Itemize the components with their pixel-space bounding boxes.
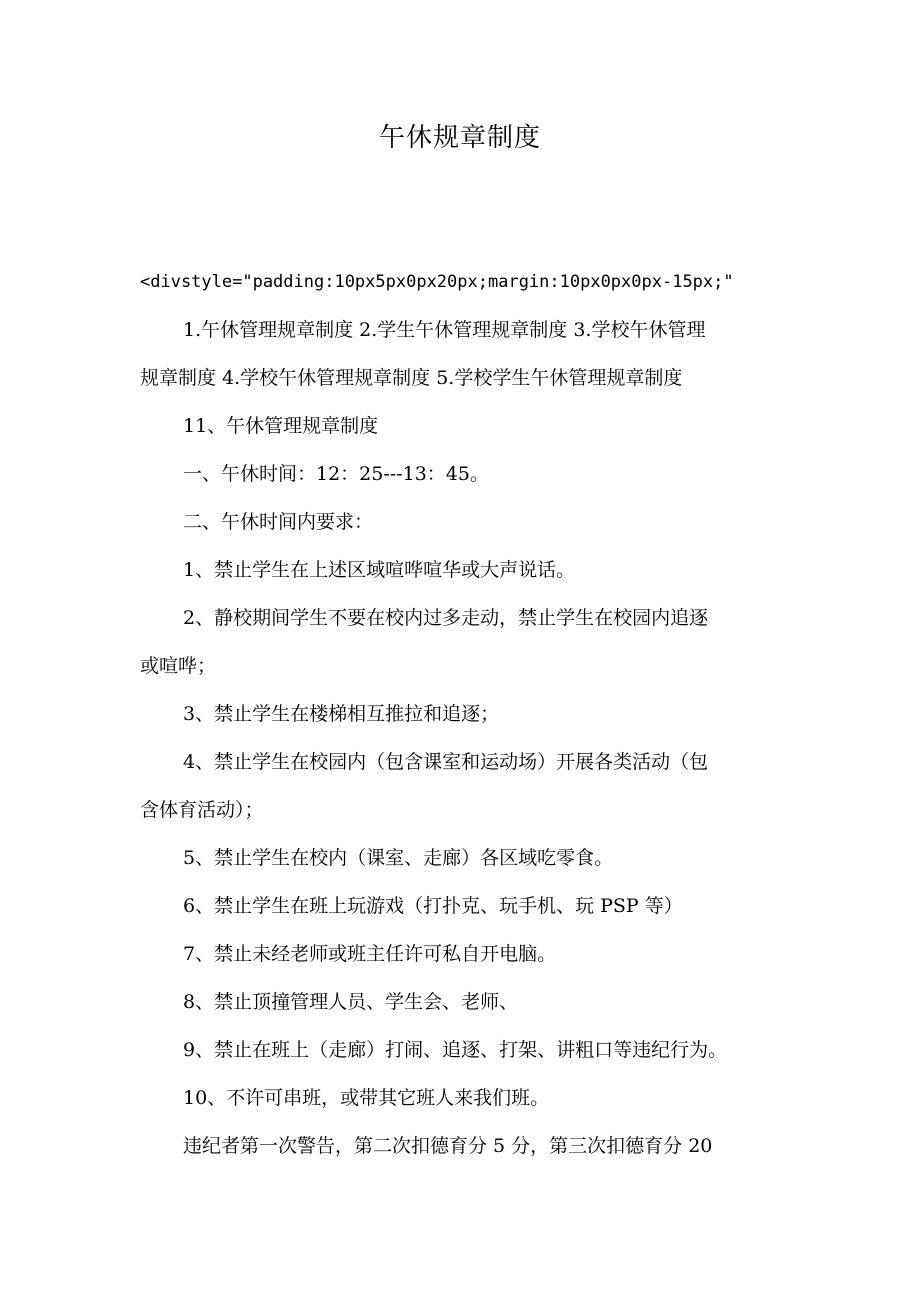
paragraph-line: 1.午休管理规章制度 2.学生午休管理规章制度 3.学校午休管理: [183, 319, 706, 341]
paragraph-line: 二、午休时间内要求：: [183, 511, 374, 533]
paragraph-line: 一、午休时间：12：25---13：45。: [183, 463, 489, 485]
rule-item: 6、禁止学生在班上玩游戏（打扑克、玩手机、玩 PSP 等）: [183, 895, 683, 917]
rule-item-continuation: 或喧哗；: [140, 655, 217, 677]
rule-item: 7、禁止未经老师或班主任许可私自开电脑。: [183, 943, 557, 965]
rule-item: 8、禁止顶撞管理人员、学生会、老师、: [183, 991, 519, 1013]
rule-item: 4、禁止学生在校园内（包含课室和运动场）开展各类活动（包: [183, 751, 709, 773]
code-line: <divstyle="padding:10px5px0px20px;margin:10px0px0px-15px;": [140, 272, 734, 292]
section-heading: 11、午休管理规章制度: [183, 415, 379, 437]
paragraph-line: 违纪者第一次警告，第二次扣德育分 5 分，第三次扣德育分 20: [183, 1135, 713, 1157]
paragraph-line: 规章制度 4.学校午休管理规章制度 5.学校学生午休管理规章制度: [140, 367, 683, 389]
rule-item: 2、静校期间学生不要在校内过多走动，禁止学生在校园内追逐: [183, 607, 709, 629]
rule-item-continuation: 含体育活动）；: [140, 799, 264, 821]
rule-item: 3、禁止学生在楼梯相互推拉和追逐；: [183, 703, 500, 725]
rule-item: 9、禁止在班上（走廊）打闹、追逐、打架、讲粗口等违纪行为。: [183, 1039, 728, 1061]
document-body: [140, 258, 800, 1170]
rule-item: 10、不许可串班，或带其它班人来我们班。: [183, 1087, 550, 1109]
rule-item: 1、禁止学生在上述区域喧哗喧华或大声说话。: [183, 559, 576, 581]
rule-item: 5、禁止学生在校内（课室、走廊）各区域吃零食。: [183, 847, 614, 869]
page-title: 午休规章制度: [378, 123, 541, 153]
